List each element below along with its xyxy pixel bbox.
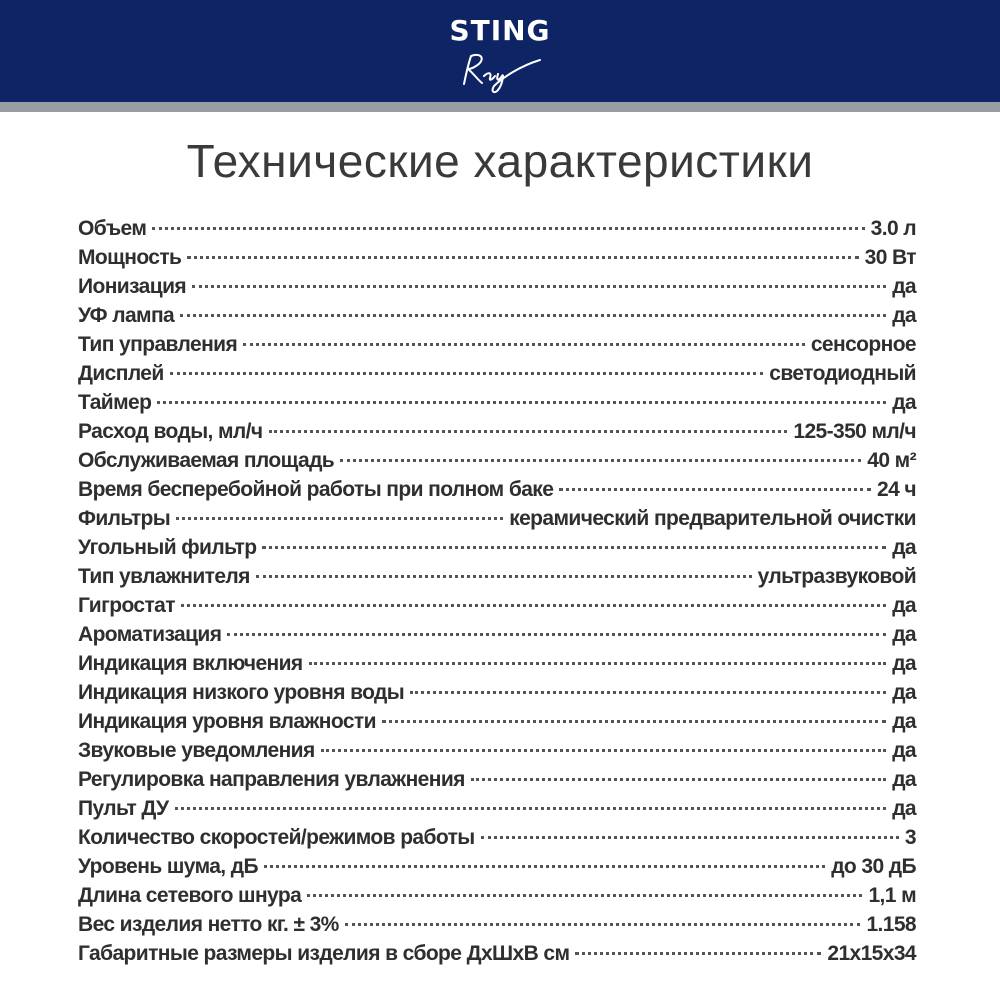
spec-value: 30 Вт [864,246,916,269]
spec-label: Мощность [78,246,182,269]
dot-leader [471,778,886,781]
dot-leader [345,923,861,926]
spec-label: Ароматизация [78,623,222,646]
spec-label: Индикация включения [78,652,303,675]
dot-leader [575,952,821,955]
spec-value: 125-350 мл/ч [793,420,916,443]
dot-leader [382,720,886,723]
spec-value: да [892,623,916,646]
spec-value: 1.158 [866,913,916,936]
spec-row [78,533,916,562]
spec-value: 24 ч [877,478,916,501]
dot-leader [170,372,764,375]
spec-value: до 30 дБ [831,855,916,878]
spec-value: 1,1 м [868,884,916,907]
spec-value: да [892,739,916,762]
spec-label: Объем [78,217,147,240]
spec-label: Индикация уровня влажности [78,710,376,733]
spec-row [78,475,916,504]
spec-value: 21x15x34 [827,942,916,965]
dot-leader [243,343,805,346]
spec-row [78,620,916,649]
spec-row [78,852,916,881]
spec-label: Регулировка направления увлажнения [78,768,465,791]
dot-leader [152,227,864,230]
spec-value: да [892,594,916,617]
spec-label: Время бесперебойной работы при полном баке [78,478,554,501]
spec-label: Габаритные размеры изделия в сборе ДхШхВ см [78,942,570,965]
spec-list [78,214,916,968]
spec-row [78,214,916,243]
dot-leader [559,488,871,491]
spec-row [78,243,916,272]
spec-value: керамический предварительной очистки [509,507,916,530]
dot-leader [307,894,862,897]
spec-label: Пульт ДУ [78,797,169,820]
spec-row [78,707,916,736]
dot-leader [256,575,752,578]
spec-label: Количество скоростей/режимов работы [78,826,475,849]
dot-leader [192,285,886,288]
spec-value: да [892,710,916,733]
spec-label: Тип управления [78,333,238,356]
spec-row [78,939,916,968]
spec-row [78,823,916,852]
spec-value: да [892,275,916,298]
spec-label: Дисплей [78,362,164,385]
dot-leader [262,546,886,549]
spec-label: Вес изделия нетто кг. ± 3% [78,913,339,936]
dot-leader [187,256,858,259]
page-title: Технические характеристики [186,135,814,187]
spec-value: 3.0 л [870,217,916,240]
spec-value: да [892,768,916,791]
spec-row [78,794,916,823]
spec-value: да [892,797,916,820]
spec-row [78,388,916,417]
spec-row [78,417,916,446]
spec-value: 40 м² [867,449,916,472]
spec-label: Гигростат [78,594,175,617]
spec-label: Таймер [78,391,152,414]
spec-row [78,649,916,678]
header-divider [0,102,1000,112]
spec-row [78,504,916,533]
spec-row [78,910,916,939]
spec-value: да [892,652,916,675]
spec-value: 3 [904,826,916,849]
spec-label: УФ лампа [78,304,175,327]
brand-header [0,0,1000,102]
spec-value: да [892,681,916,704]
spec-row [78,562,916,591]
dot-leader [481,836,899,839]
dot-leader [175,807,887,810]
dot-leader [309,662,887,665]
dot-leader [176,517,503,520]
brand-name: STING [449,14,551,47]
spec-row [78,359,916,388]
brand-logo [0,14,1000,94]
spec-label: Фильтры [78,507,171,530]
spec-label: Звуковые уведомления [78,739,315,762]
spec-value: сенсорное [810,333,916,356]
spec-value: да [892,536,916,559]
spec-label: Ионизация [78,275,187,298]
spec-row [78,736,916,765]
dot-leader [269,430,788,433]
dot-leader [340,459,861,462]
spec-label: Уровень шума, дБ [78,855,258,878]
spec-row [78,301,916,330]
spec-label: Обслуживаемая площадь [78,449,335,472]
brand-script-logo [440,48,560,94]
spec-row [78,446,916,475]
spec-row [78,591,916,620]
spec-row [78,678,916,707]
spec-label: Расход воды, мл/ч [78,420,263,443]
spec-label: Угольный фильтр [78,536,257,559]
dot-leader [410,691,886,694]
spec-value: да [892,304,916,327]
spec-value: светодиодный [769,362,916,385]
spec-label: Тип увлажнителя [78,565,250,588]
dot-leader [227,633,886,636]
spec-value: да [892,391,916,414]
spec-row [78,330,916,359]
spec-value: ультразвуковой [757,565,916,588]
dot-leader [181,604,886,607]
spec-row [78,272,916,301]
spec-label: Длина сетевого шнура [78,884,302,907]
spec-label: Индикация низкого уровня воды [78,681,405,704]
dot-leader [264,865,825,868]
spec-row [78,765,916,794]
dot-leader [321,749,887,752]
spec-row [78,881,916,910]
dot-leader [157,401,886,404]
dot-leader [180,314,886,317]
